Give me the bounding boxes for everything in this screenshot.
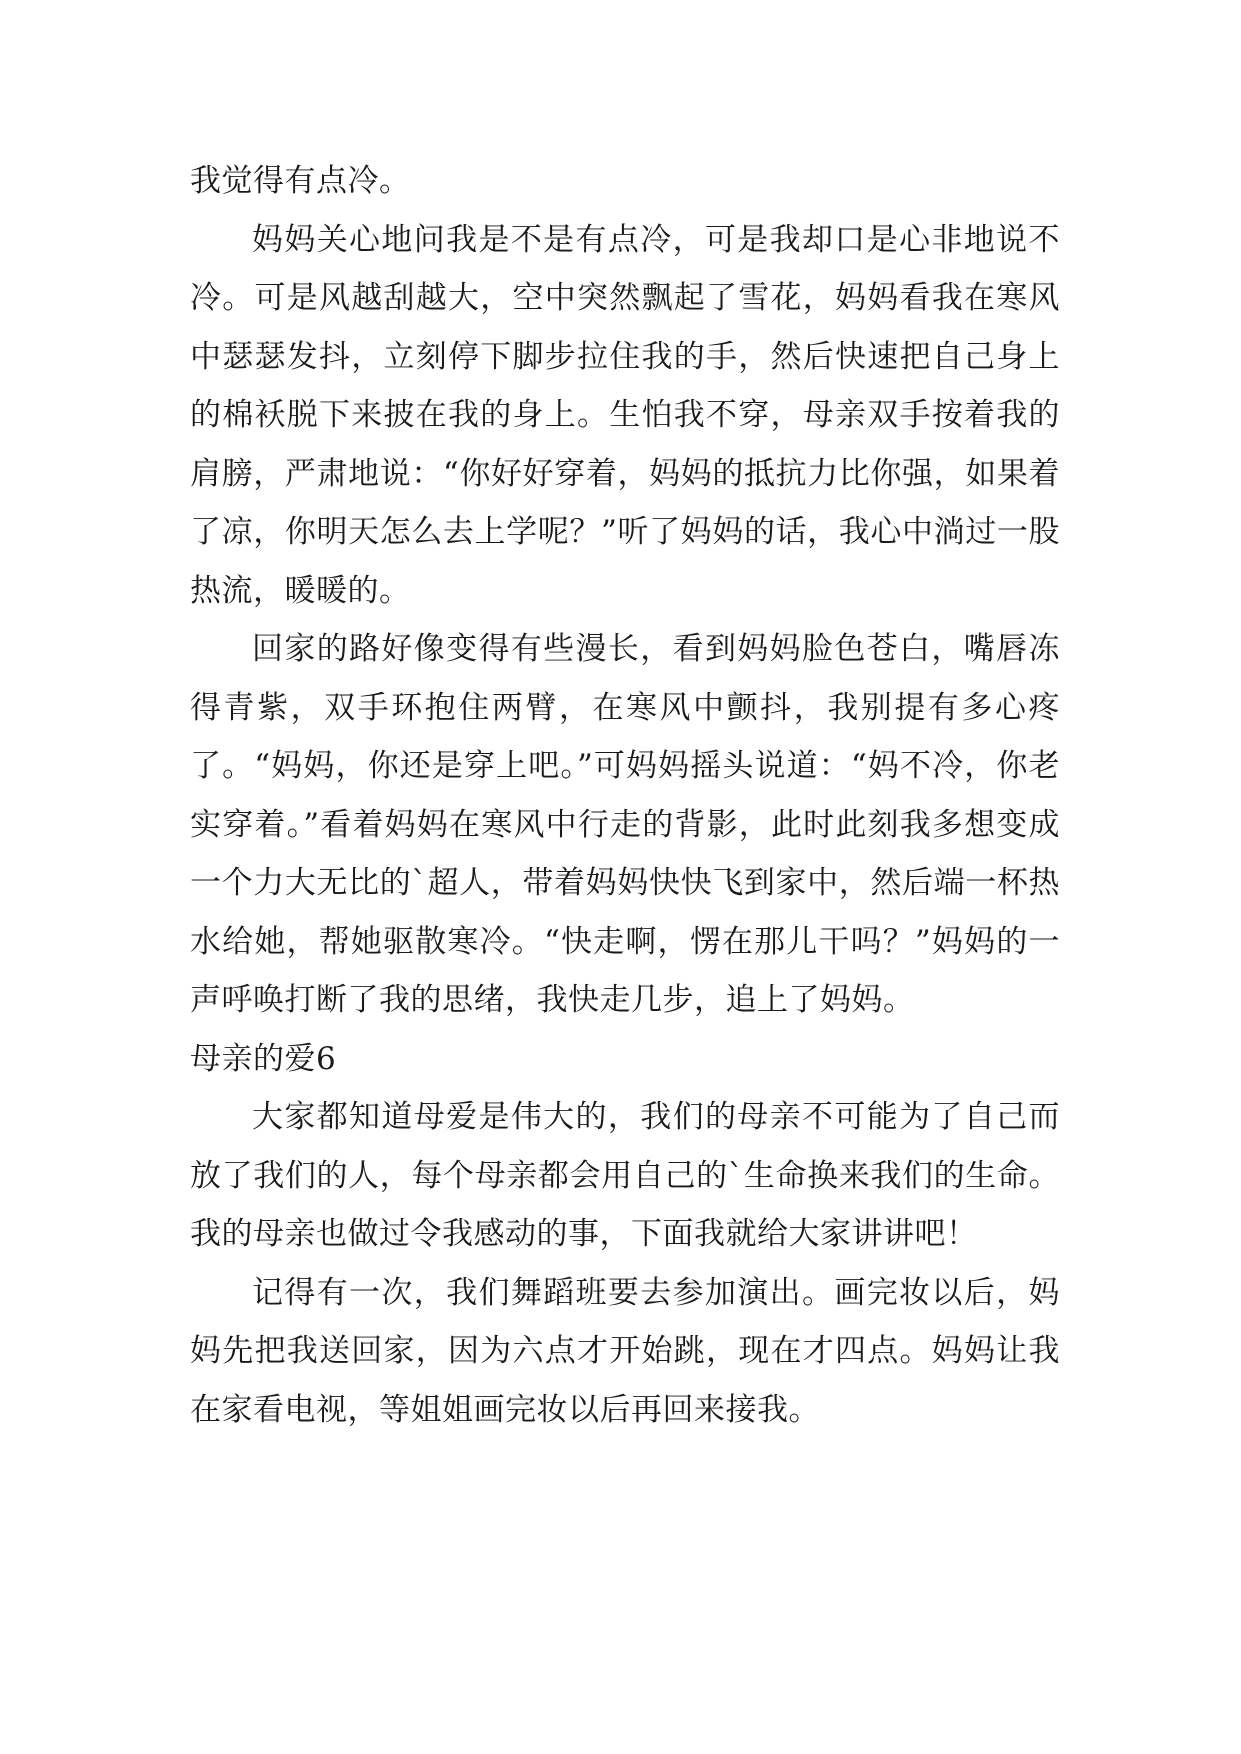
paragraph-5: 记得有一次，我们舞蹈班要去参加演出。画完妆以后，妈妈先把我送回家，因为六点才开始跳，现在才四点。妈妈让我在家看电视，等姐姐画完妆以后再回来接我。: [190, 1274, 1060, 1428]
paragraph-1: 我觉得有点冷。: [190, 163, 411, 199]
section-title: 母亲的爱6: [190, 1040, 337, 1077]
document-body: [190, 152, 1060, 1439]
paragraph-4: 大家都知道母爱是伟大的，我们的母亲不可能为了自己而放了我们的人，每个母亲都会用自己的`生命换来我们的生命。我的母亲也做过令我感动的事，下面我就给大家讲讲吧！: [190, 1099, 1060, 1252]
paragraph-2: 妈妈关心地问我是不是有点冷，可是我却口是心非地说不冷。可是风越刮越大，空中突然飘起了雪花，妈妈看我在寒风中瑟瑟发抖，立刻停下脚步拉住我的手，然后快速把自己身上的棉袄脱下来披在我的身上。生怕我不穿，母亲双手按着我的肩膀，严肃地说：“你好好穿着，妈妈的抵抗力比你强，如果着了凉，你明天怎么去上学呢？”听了妈妈的话，我心中淌过一股热流，暖暖的。: [190, 221, 1060, 609]
paragraph-3: 回家的路好像变得有些漫长，看到妈妈脸色苍白，嘴唇冻得青紫，双手环抱住两臂，在寒风中颤抖，我别提有多心疼了。“妈妈，你还是穿上吧。”可妈妈摇头说道：“妈不冷，你老实穿着。”看着妈妈在寒风中行走的背影，此时此刻我多想变成一个力大无比的`超人，带着妈妈快快飞到家中，然后端一杯热水给她，帮她驱散寒冷。“快走啊，愣在那儿干吗？”妈妈的一声呼唤打断了我的思绪，我快走几步，追上了妈妈。: [190, 631, 1060, 1018]
